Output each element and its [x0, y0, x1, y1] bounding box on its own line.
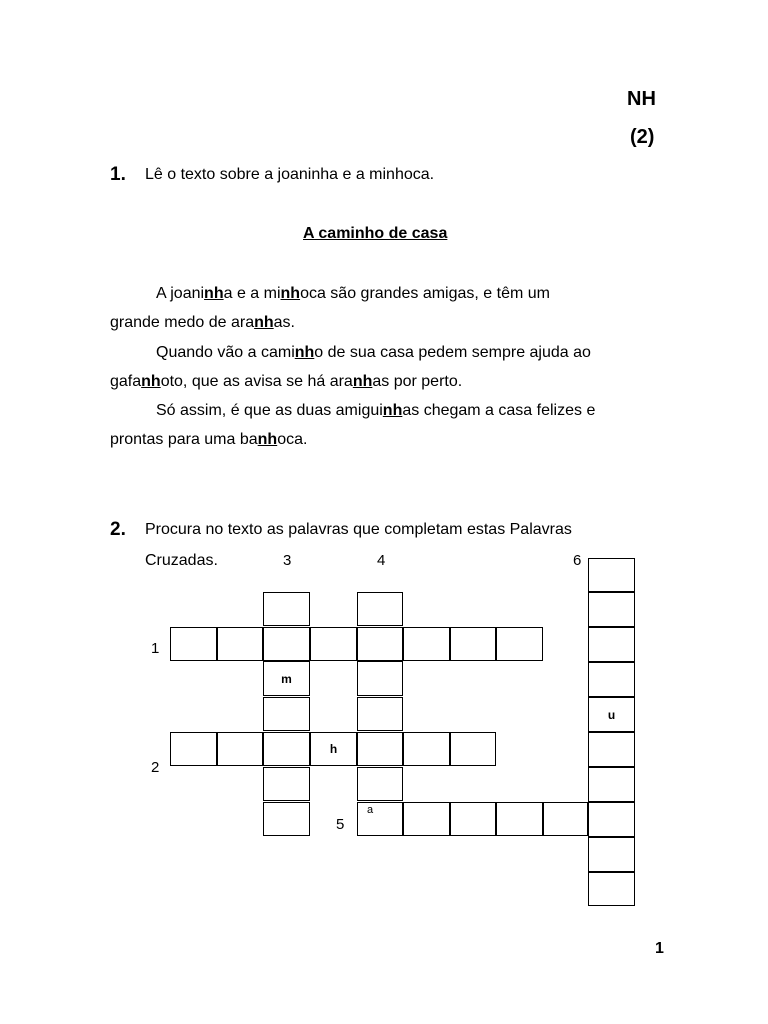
clue-number-5: 5: [336, 816, 345, 833]
crossword-cell[interactable]: [588, 558, 635, 592]
story-line-5: Só assim, é que as duas amiguinhas chegam a casa felizes e: [156, 402, 596, 419]
q1-instruction: Lê o texto sobre a joaninha e a minhoca.: [145, 166, 435, 183]
letter-a: a: [367, 804, 374, 816]
clue-number-4: 4: [377, 552, 386, 569]
crossword-cell[interactable]: [357, 732, 403, 766]
crossword-cell[interactable]: [450, 802, 496, 836]
crossword-cell[interactable]: [543, 802, 588, 836]
letter-h: h: [329, 742, 338, 756]
crossword-cell[interactable]: [403, 802, 450, 836]
crossword-cell[interactable]: [357, 767, 403, 801]
crossword-cell[interactable]: [263, 697, 310, 731]
crossword-cell[interactable]: [263, 661, 310, 696]
crossword-cell[interactable]: [310, 627, 357, 661]
story-line-4: gafanhoto, que as avisa se há aranhas por perto.: [110, 373, 463, 390]
page-number: 1: [655, 940, 664, 957]
letter-m: m: [281, 671, 292, 686]
q1-number: 1.: [110, 164, 126, 185]
header-code: NH: [627, 88, 656, 110]
crossword-cell[interactable]: [310, 732, 357, 766]
crossword-cell[interactable]: [588, 732, 635, 767]
crossword-cell[interactable]: [588, 662, 635, 697]
crossword-cell[interactable]: [588, 872, 635, 906]
crossword-cell[interactable]: [357, 592, 403, 626]
clue-number-3: 3: [283, 552, 292, 569]
clue-number-2: 2: [151, 759, 160, 776]
crossword-cell[interactable]: [496, 627, 543, 661]
story-line-6: prontas para uma banhoca.: [110, 431, 308, 448]
crossword-cell[interactable]: [170, 732, 217, 766]
crossword-cell[interactable]: [588, 767, 635, 802]
story-line-1: A joaninha e a minhoca são grandes amigas, e têm um: [156, 285, 550, 302]
clue-number-1: 1: [151, 640, 160, 657]
q2-number: 2.: [110, 519, 126, 540]
crossword-cell[interactable]: [403, 627, 450, 661]
story-title: A caminho de casa: [303, 225, 448, 242]
story-line-3: Quando vão a caminho de sua casa pedem sempre ajuda ao: [156, 344, 591, 361]
header-sub: (2): [630, 126, 655, 148]
crossword-cell[interactable]: [263, 627, 310, 661]
crossword-cell[interactable]: [170, 627, 217, 661]
crossword-cell[interactable]: [263, 732, 310, 766]
crossword-cell[interactable]: [588, 802, 635, 837]
clue-number-6: 6: [573, 552, 582, 569]
crossword-cell[interactable]: [588, 592, 635, 627]
crossword-cell[interactable]: [357, 802, 403, 836]
crossword-cell[interactable]: [217, 732, 263, 766]
story-line-2: grande medo de aranhas.: [110, 314, 295, 331]
crossword-cell[interactable]: [588, 697, 635, 732]
crossword-cell[interactable]: [403, 732, 450, 766]
crossword-cell[interactable]: [263, 767, 310, 801]
q2-instruction-line-2: Cruzadas.: [145, 552, 218, 569]
crossword-cell[interactable]: [357, 627, 403, 661]
crossword-cell[interactable]: [357, 661, 403, 696]
crossword-cell[interactable]: [263, 592, 310, 626]
crossword-cell[interactable]: [588, 627, 635, 662]
crossword-cell[interactable]: [588, 837, 635, 872]
letter-u: u: [607, 707, 616, 722]
crossword-cell[interactable]: [263, 802, 310, 836]
crossword-cell[interactable]: [357, 697, 403, 731]
crossword-cell[interactable]: [496, 802, 543, 836]
crossword-cell[interactable]: [450, 627, 496, 661]
crossword-cell[interactable]: [450, 732, 496, 766]
q2-instruction-line-1: Procura no texto as palavras que completam estas Palavras: [145, 521, 572, 538]
crossword-cell[interactable]: [217, 627, 263, 661]
